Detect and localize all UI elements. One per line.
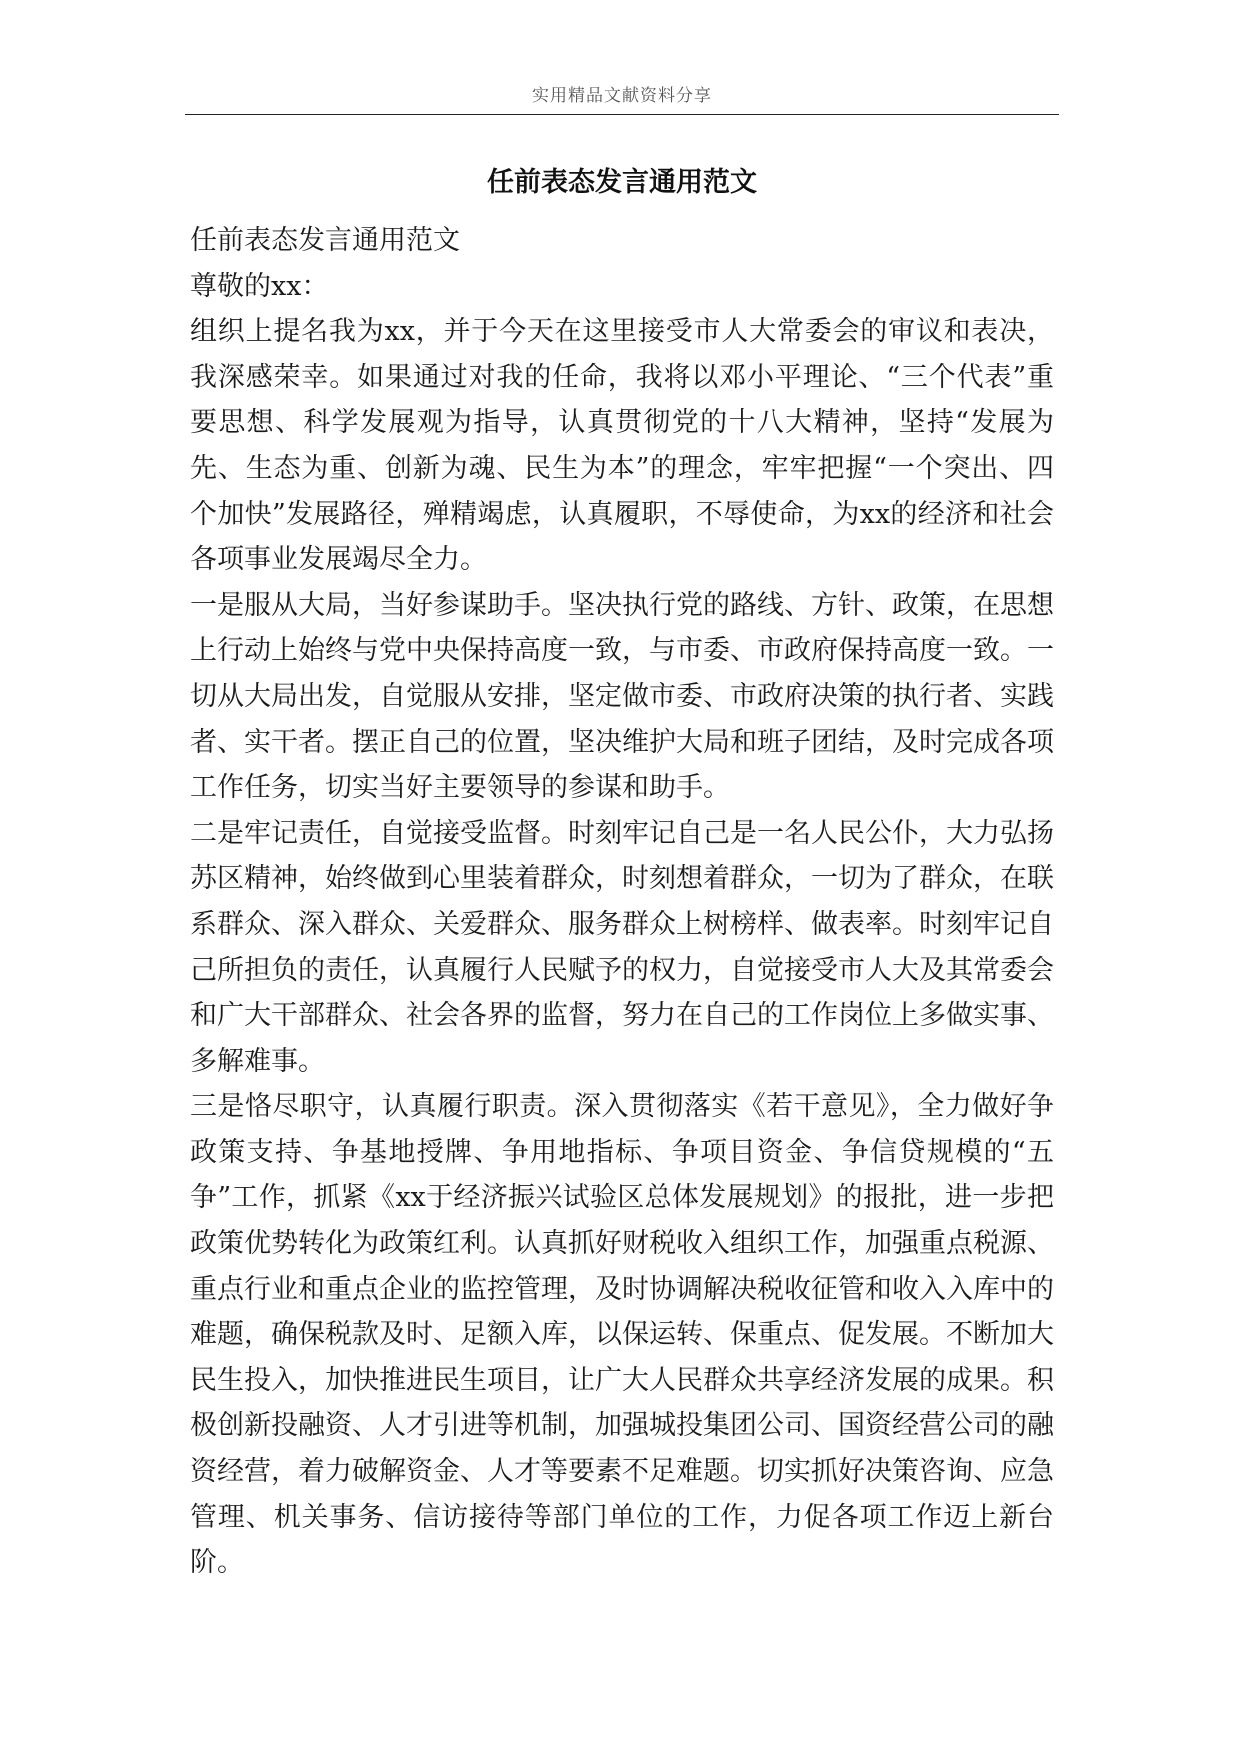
body-subtitle: 任前表态发言通用范文	[190, 225, 460, 256]
header-divider	[185, 114, 1059, 115]
document-title: 任前表态发言通用范文	[487, 167, 757, 198]
body-paragraph-point-1: 一是服从大局，当好参谋助手。坚决执行党的路线、方针、政策，在思想上行动上始终与党中央保持高度一致，与市委、市政府保持高度一致。一切从大局出发，自觉服从安排，坚定做市委、市政府决策的执行者、实践者、实干者。摆正自己的位置，坚决维护大局和班子团结，及时完成各项工作任务，切实当好主要领导的参谋和助手。	[190, 589, 1054, 804]
document-body	[190, 218, 1054, 1586]
body-paragraph-intro: 组织上提名我为xx，并于今天在这里接受市人大常委会的审议和表决，我深感荣幸。如果通过对我的任命，我将以邓小平理论、“三个代表”重要思想、科学发展观为指导，认真贯彻党的十八大精神，坚持“发展为先、生态为重、创新为魂、民生为本”的理念，牢牢把握“一个突出、四个加快”发展路径，殚精竭虑，认真履职，不辱使命，为xx的经济和社会各项事业发展竭尽全力。	[190, 316, 1054, 576]
page-header: 实用精品文献资料分享	[532, 86, 712, 106]
body-paragraph-point-3: 三是恪尽职守，认真履行职责。深入贯彻落实《若干意见》，全力做好争政策支持、争基地授牌、争用地指标、争项目资金、争信贷规模的“五争”工作，抓紧《xx于经济振兴试验区总体发展规划》的报批，进一步把政策优势转化为政策红利。认真抓好财税收入组织工作，加强重点税源、重点行业和重点企业的监控管理，及时协调解决税收征管和收入入库中的难题，确保税款及时、足额入库，以保运转、保重点、促发展。不断加大民生投入，加快推进民生项目，让广大人民群众共享经济发展的成果。积极创新投融资、人才引进等机制，加强城投集团公司、国资经营公司的融资经营，着力破解资金、人才等要素不足难题。切实抓好决策咨询、应急管理、机关事务、信访接待等部门单位的工作，力促各项工作迈上新台阶。	[190, 1091, 1054, 1579]
salutation: 尊敬的xx：	[190, 270, 329, 302]
body-paragraph-point-2: 二是牢记责任，自觉接受监督。时刻牢记自己是一名人民公仆，大力弘扬苏区精神，始终做到心里装着群众，时刻想着群众，一切为了群众，在联系群众、深入群众、关爱群众、服务群众上树榜样、做表率。时刻牢记自己所担负的责任，认真履行人民赋予的权力，自觉接受市人大及其常委会和广大干部群众、社会各界的监督，努力在自己的工作岗位上多做实事、多解难事。	[190, 817, 1054, 1077]
